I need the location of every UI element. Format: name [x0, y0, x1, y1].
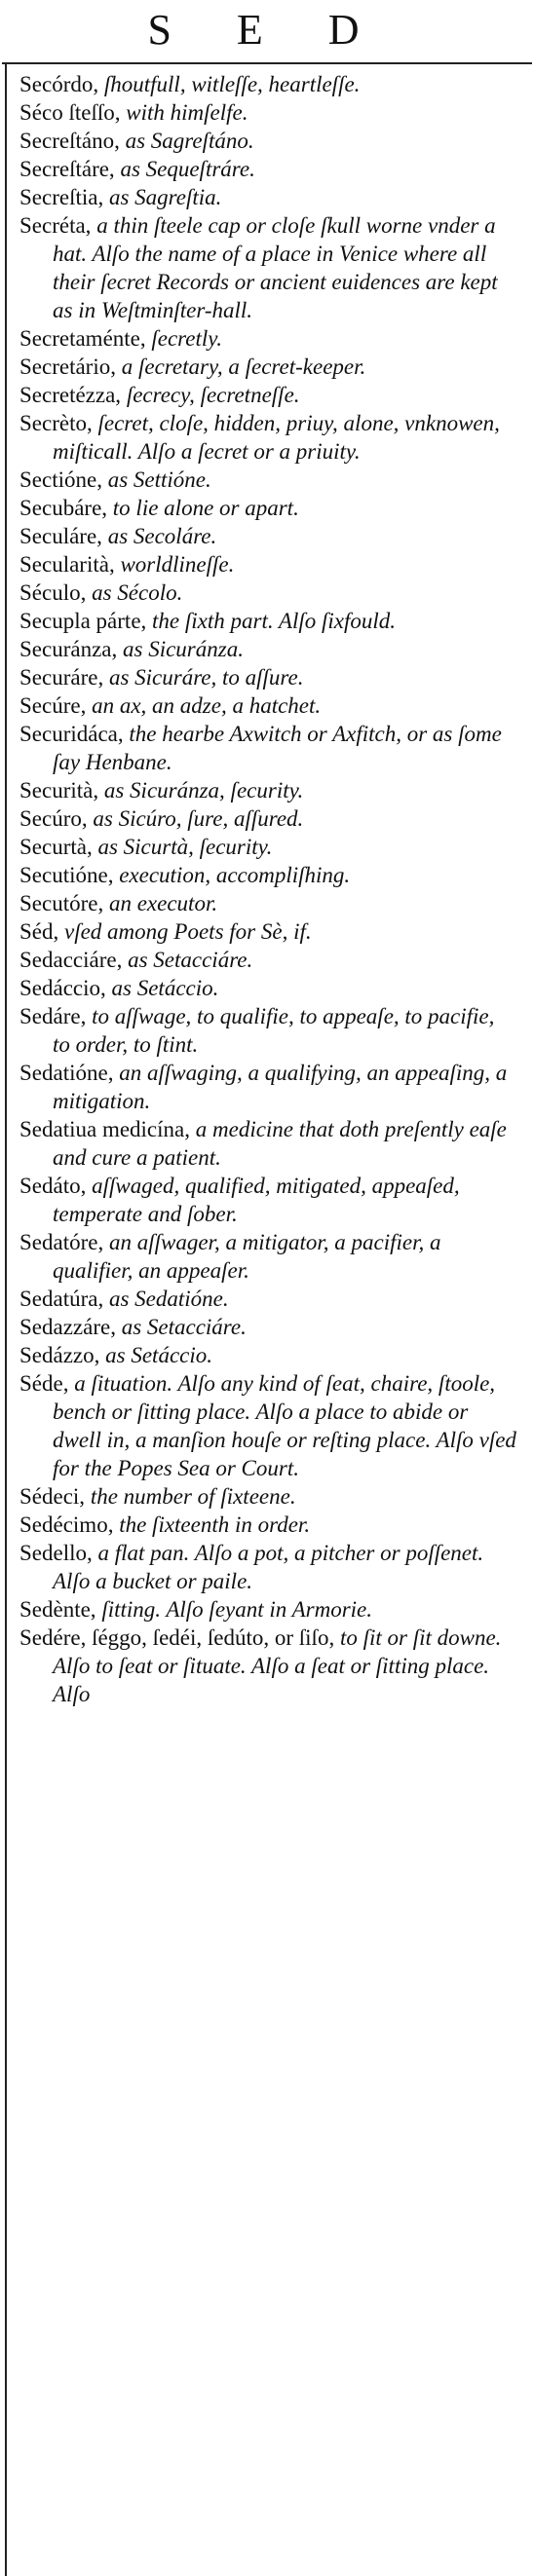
- entry-headword: Securánza,: [19, 637, 118, 661]
- entry-definition: ſecrecy, ſecretneſſe.: [121, 383, 300, 407]
- dictionary-entry: [19, 1228, 516, 1285]
- dictionary-entry: [19, 1511, 516, 1539]
- entry-definition: as Sicúro, ſure, aſſured.: [87, 806, 304, 831]
- dictionary-entry: [19, 98, 516, 127]
- dictionary-entry: [19, 889, 516, 917]
- dictionary-entry: [19, 804, 516, 833]
- entry-definition: as Sicuránza.: [117, 637, 244, 661]
- entry-definition: a flat pan. Alſo a pot, a pitcher or poſſenet. Alſo a bucket or paile.: [53, 1541, 484, 1593]
- entry-definition: as Sequeſtráre.: [114, 157, 255, 181]
- entry-headword: Secórdo,: [19, 72, 99, 96]
- entry-headword: Sedáre,: [19, 1004, 87, 1028]
- entry-headword: Secrèto,: [19, 411, 93, 435]
- entry-definition: as Setacciáre.: [115, 1315, 247, 1339]
- entry-headword: Sedécimo,: [19, 1512, 114, 1537]
- dictionary-entry: [19, 466, 516, 494]
- entry-headword: Securità,: [19, 778, 99, 803]
- entry-headword: Sedacciáre,: [19, 948, 123, 972]
- entry-definition: as Settióne.: [101, 467, 211, 492]
- entry-definition: an aſſwager, a mitigator, a pacifier, a qualifier, an appeaſer.: [53, 1230, 441, 1283]
- dictionary-entry: [19, 1172, 516, 1228]
- entry-definition: an ax, an adze, a hatchet.: [86, 693, 322, 718]
- dictionary-entry: [19, 1059, 516, 1115]
- entry-headword: Sedázzo,: [19, 1343, 100, 1367]
- dictionary-entry: [19, 1285, 516, 1313]
- entry-headword: Séco ſteſſo,: [19, 100, 121, 125]
- entry-headword: Sectióne,: [19, 467, 102, 492]
- entry-definition: as Setáccio.: [99, 1343, 212, 1367]
- entry-headword: Sedáccio,: [19, 976, 106, 1000]
- entry-headword: Secupla párte,: [19, 609, 147, 633]
- entry-definition: as Sedatióne.: [103, 1287, 229, 1311]
- entry-headword: Secutióne,: [19, 863, 114, 887]
- entry-definition: as Sicurtà, ſecurity.: [92, 835, 273, 859]
- dictionary-entry: [19, 381, 516, 409]
- entry-headword: Secréta,: [19, 213, 92, 238]
- dictionary-entry: [19, 211, 516, 324]
- entry-headword: Sedáto,: [19, 1174, 87, 1198]
- dictionary-entry: [19, 1313, 516, 1341]
- column-rule: [5, 62, 7, 2576]
- header-rule: [2, 62, 532, 64]
- entry-headword: Secreſtáno,: [19, 129, 120, 153]
- dictionary-entry: [19, 1624, 516, 1708]
- entry-definition: an executor.: [103, 891, 218, 915]
- entry-definition: execution, accompliſhing.: [113, 863, 351, 887]
- entry-headword: Secretézza,: [19, 383, 122, 407]
- entry-definition: to ſit or ſit downe. Alſo to ſeat or ſituate. Alſo a ſeat or ſitting place. Alſo: [53, 1625, 502, 1706]
- dictionary-entry: [19, 550, 516, 579]
- dictionary-entry: [19, 946, 516, 974]
- page-header: S E D: [147, 6, 387, 54]
- entry-definition: the number of ſixteene.: [85, 1484, 296, 1509]
- entry-headword: Secularità,: [19, 552, 115, 577]
- entry-headword: Sedatóre,: [19, 1230, 104, 1254]
- entry-definition: the ſixteenth in order.: [113, 1512, 311, 1537]
- entry-headword: Sedello,: [19, 1541, 93, 1565]
- dictionary-entry: [19, 691, 516, 720]
- entry-headword: Sedatióne,: [19, 1061, 114, 1085]
- entry-definition: as Setacciáre.: [122, 948, 253, 972]
- entry-definition: vſed among Poets for Sè, if.: [58, 919, 312, 944]
- entry-definition: as Sagreſtia.: [103, 185, 222, 209]
- dictionary-entry: [19, 720, 516, 776]
- entry-definition: a ſecretary, a ſecret-keeper.: [115, 355, 366, 379]
- entry-definition: worldlineſſe.: [114, 552, 235, 577]
- entry-definition: the ſixth part. Alſo ſixfould.: [146, 609, 397, 633]
- entry-definition: ſhoutfull, witleſſe, heartleſſe.: [98, 72, 361, 96]
- entry-definition: ſecret, cloſe, hidden, priuy, alone, vnknowen, miſticall. Alſo a ſecret or a priuity.: [53, 411, 500, 464]
- entry-definition: as Sagreſtáno.: [119, 129, 254, 153]
- entry-headword: Sédeci,: [19, 1484, 86, 1509]
- entry-headword: Sedére, ſéggo, ſedéi, ſedúto, or ſiſo,: [19, 1625, 335, 1650]
- entry-definition: with himſelfe.: [120, 100, 248, 125]
- dictionary-entry: [19, 1482, 516, 1511]
- entry-headword: Sedatúra,: [19, 1287, 104, 1311]
- entry-headword: Securidáca,: [19, 722, 124, 746]
- dictionary-entry: [19, 607, 516, 635]
- dictionary-entry: [19, 861, 516, 889]
- entry-headword: Séde,: [19, 1371, 69, 1396]
- entry-headword: Securáre,: [19, 665, 104, 690]
- dictionary-entry: [19, 974, 516, 1002]
- entry-definition: to lie alone or apart.: [107, 496, 299, 520]
- dictionary-entry: [19, 1369, 516, 1482]
- entry-definition: ſitting. Alſo ſeyant in Armorie.: [95, 1597, 373, 1622]
- entry-headword: Secúre,: [19, 693, 87, 718]
- dictionary-entry: [19, 776, 516, 804]
- entry-headword: Sedazzáre,: [19, 1315, 116, 1339]
- dictionary-entry: [19, 663, 516, 691]
- dictionary-entry: [19, 70, 516, 98]
- dictionary-entry: [19, 1595, 516, 1624]
- dictionary-column: [19, 70, 516, 2573]
- entry-definition: ſecretly.: [145, 326, 222, 351]
- entry-definition: as Sicuránza, ſecurity.: [98, 778, 304, 803]
- dictionary-entry: [19, 353, 516, 381]
- entry-definition: a thin ſteele cap or cloſe ſkull worne vnder a hat. Alſo the name of a place in Venice where all their ſecret Records or ancient euidences are kept as in Weſtminſter-hall.: [53, 213, 498, 322]
- entry-headword: Securtà,: [19, 835, 93, 859]
- entry-headword: Seculáre,: [19, 524, 102, 548]
- dictionary-entry: [19, 324, 516, 353]
- dictionary-entry: [19, 522, 516, 550]
- dictionary-entry: [19, 635, 516, 663]
- entry-headword: Secretaménte,: [19, 326, 146, 351]
- dictionary-entry: [19, 1341, 516, 1369]
- entry-headword: Século,: [19, 580, 87, 605]
- dictionary-entry: [19, 409, 516, 466]
- entry-definition: as Secoláre.: [101, 524, 217, 548]
- entry-definition: to aſſwage, to qualifie, to appeaſe, to pacifie, to order, to ſtint.: [53, 1004, 495, 1057]
- entry-headword: Secubáre,: [19, 496, 108, 520]
- entry-headword: Secutóre,: [19, 891, 104, 915]
- entry-headword: Secúro,: [19, 806, 88, 831]
- entry-definition: aſſwaged, qualified, mitigated, appeaſed, temperate and ſober.: [53, 1174, 460, 1226]
- entry-definition: as Sécolo.: [86, 580, 183, 605]
- entry-headword: Secreſtáre,: [19, 157, 115, 181]
- entry-headword: Sedatiua medicína,: [19, 1117, 190, 1141]
- dictionary-entry: [19, 494, 516, 522]
- dictionary-entry: [19, 1002, 516, 1059]
- dictionary-entry: [19, 1539, 516, 1595]
- entry-definition: a ſituation. Alſo any kind of ſeat, chaire, ſtoole, bench or ſitting place. Alſo a place to abide or dwell in, a manſion houſe or reſting place. Alſo vſed for the Popes Sea or Court.: [53, 1371, 516, 1480]
- entry-definition: as Sicuráre, to aſſure.: [103, 665, 304, 690]
- entry-definition: a medicine that doth preſently eaſe and cure a patient.: [53, 1117, 507, 1170]
- dictionary-entry: [19, 155, 516, 183]
- entry-headword: Secretário,: [19, 355, 116, 379]
- entry-headword: Séd,: [19, 919, 59, 944]
- entry-definition: as Setáccio.: [105, 976, 219, 1000]
- entry-headword: Sedènte,: [19, 1597, 96, 1622]
- dictionary-entry: [19, 833, 516, 861]
- dictionary-entry: [19, 917, 516, 946]
- dictionary-entry: [19, 183, 516, 211]
- entry-headword: Secreſtia,: [19, 185, 104, 209]
- entry-definition: the hearbe Axwitch or Axfitch, or as ſome ſay Henbane.: [53, 722, 502, 774]
- entry-definition: an aſſwaging, a qualifying, an appeaſing, a mitigation.: [53, 1061, 508, 1113]
- dictionary-entry: [19, 579, 516, 607]
- dictionary-entry: [19, 1115, 516, 1172]
- dictionary-entry: [19, 127, 516, 155]
